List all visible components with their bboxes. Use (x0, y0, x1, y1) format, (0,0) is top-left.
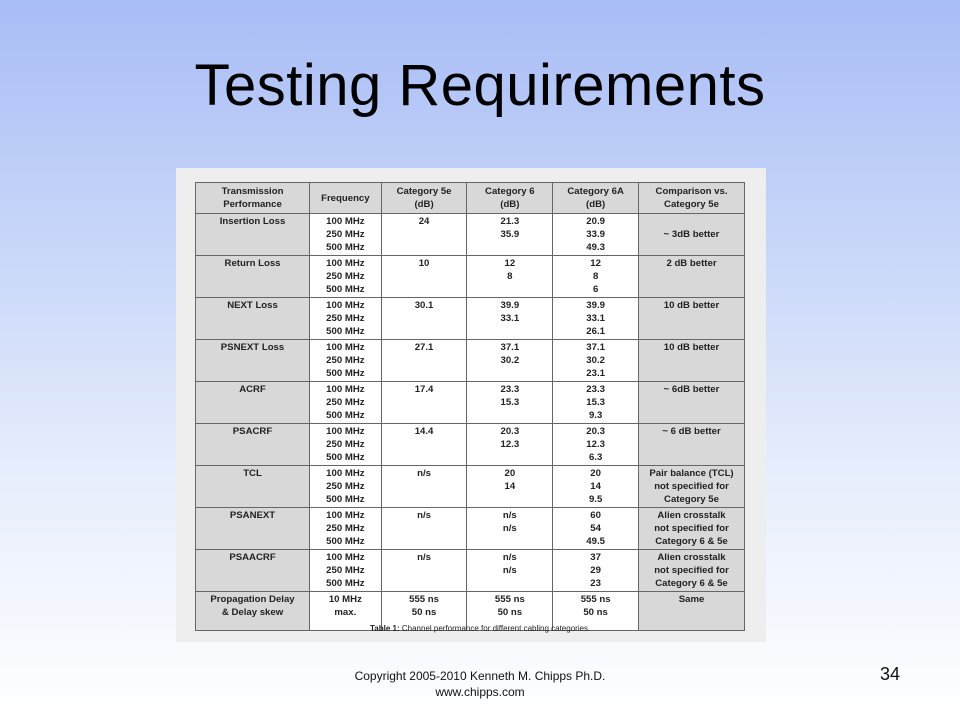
row-cat6: 39.9 33.1 (467, 298, 553, 340)
row-cat6a: 20.3 12.3 6.3 (553, 424, 639, 466)
row-cat5e: 27.1 (381, 340, 467, 382)
header-cat6a: Category 6A (dB) (553, 183, 639, 214)
row-parameter: Return Loss (196, 256, 310, 298)
row-cat6a: 20 14 9.5 (553, 466, 639, 508)
row-comparison: 2 dB better (639, 256, 745, 298)
row-frequency: 100 MHz 250 MHz 500 MHz (310, 256, 382, 298)
performance-table (195, 182, 745, 631)
row-frequency: 100 MHz 250 MHz 500 MHz (310, 340, 382, 382)
table-row (196, 382, 745, 424)
row-frequency: 100 MHz 250 MHz 500 MHz (310, 550, 382, 592)
row-cat5e: 30.1 (381, 298, 467, 340)
row-cat5e: 17.4 (381, 382, 467, 424)
header-cat6: Category 6 (dB) (467, 183, 553, 214)
row-parameter: NEXT Loss (196, 298, 310, 340)
table-row (196, 424, 745, 466)
row-cat5e: n/s (381, 466, 467, 508)
table-row (196, 214, 745, 256)
table-figure (176, 168, 766, 642)
row-cat5e: 24 (381, 214, 467, 256)
row-parameter: PSACRF (196, 424, 310, 466)
row-cat6: 20.3 12.3 (467, 424, 553, 466)
row-parameter: ACRF (196, 382, 310, 424)
row-cat6: n/s n/s (467, 508, 553, 550)
row-cat6: 20 14 (467, 466, 553, 508)
table-row (196, 256, 745, 298)
row-parameter: TCL (196, 466, 310, 508)
row-cat6a: 60 54 49.5 (553, 508, 639, 550)
row-comparison: 10 dB better (639, 340, 745, 382)
row-comparison: ~ 3dB better (639, 214, 745, 256)
row-frequency: 100 MHz 250 MHz 500 MHz (310, 508, 382, 550)
row-comparison: Alien crosstalk not specified for Category 6 & 5e (639, 508, 745, 550)
row-comparison: Alien crosstalk not specified for Category 6 & 5e (639, 550, 745, 592)
row-frequency: 100 MHz 250 MHz 500 MHz (310, 382, 382, 424)
row-comparison: ~ 6 dB better (639, 424, 745, 466)
table-row (196, 340, 745, 382)
row-cat5e: 555 ns 50 ns (381, 592, 467, 631)
table-row (196, 550, 745, 592)
row-cat6a: 23.3 15.3 9.3 (553, 382, 639, 424)
row-cat5e: 14.4 (381, 424, 467, 466)
row-parameter: Propagation Delay & Delay skew (196, 592, 310, 631)
row-cat5e: n/s (381, 508, 467, 550)
row-cat6: 12 8 (467, 256, 553, 298)
slide-title: Testing Requirements (194, 53, 766, 118)
row-frequency: 100 MHz 250 MHz 500 MHz (310, 466, 382, 508)
table-header-row (196, 183, 745, 214)
table-row (196, 508, 745, 550)
table-body (196, 214, 745, 631)
row-comparison: Pair balance (TCL) not specified for Category 5e (639, 466, 745, 508)
row-comparison: ~ 6dB better (639, 382, 745, 424)
row-parameter: Insertion Loss (196, 214, 310, 256)
footer (0, 668, 960, 700)
row-frequency: 100 MHz 250 MHz 500 MHz (310, 214, 382, 256)
row-parameter: PSANEXT (196, 508, 310, 550)
row-frequency: 100 MHz 250 MHz 500 MHz (310, 298, 382, 340)
header-frequency: Frequency (310, 183, 382, 214)
row-cat6a: 37.1 30.2 23.1 (553, 340, 639, 382)
table-row (196, 466, 745, 508)
header-transmission: Transmission Performance (196, 183, 310, 214)
row-cat6: 21.3 35.9 (467, 214, 553, 256)
row-cat6a: 39.9 33.1 26.1 (553, 298, 639, 340)
copyright-text: Copyright 2005-2010 Kenneth M. Chipps Ph.D. (354, 669, 606, 683)
row-cat5e: n/s (381, 550, 467, 592)
row-frequency: 10 MHz max. (310, 592, 382, 631)
table-row (196, 298, 745, 340)
row-cat6: 555 ns 50 ns (467, 592, 553, 631)
row-cat6: n/s n/s (467, 550, 553, 592)
row-comparison: 10 dB better (639, 298, 745, 340)
row-parameter: PSNEXT Loss (196, 340, 310, 382)
header-cat5e: Category 5e (dB) (381, 183, 467, 214)
row-cat5e: 10 (381, 256, 467, 298)
row-comparison: Same (639, 592, 745, 631)
row-parameter: PSAACRF (196, 550, 310, 592)
row-frequency: 100 MHz 250 MHz 500 MHz (310, 424, 382, 466)
page-number: 34 (879, 664, 900, 684)
caption-text: Channel performance for different cabling categories. (399, 624, 591, 633)
caption-label: Table 1: (370, 624, 400, 633)
website-link[interactable]: www.chipps.com (435, 685, 525, 699)
header-comparison: Comparison vs. Category 5e (639, 183, 745, 214)
row-cat6a: 37 29 23 (553, 550, 639, 592)
table-caption (370, 624, 590, 633)
row-cat6a: 555 ns 50 ns (553, 592, 639, 631)
row-cat6a: 20.9 33.9 49.3 (553, 214, 639, 256)
row-cat6: 23.3 15.3 (467, 382, 553, 424)
row-cat6: 37.1 30.2 (467, 340, 553, 382)
row-cat6a: 12 8 6 (553, 256, 639, 298)
